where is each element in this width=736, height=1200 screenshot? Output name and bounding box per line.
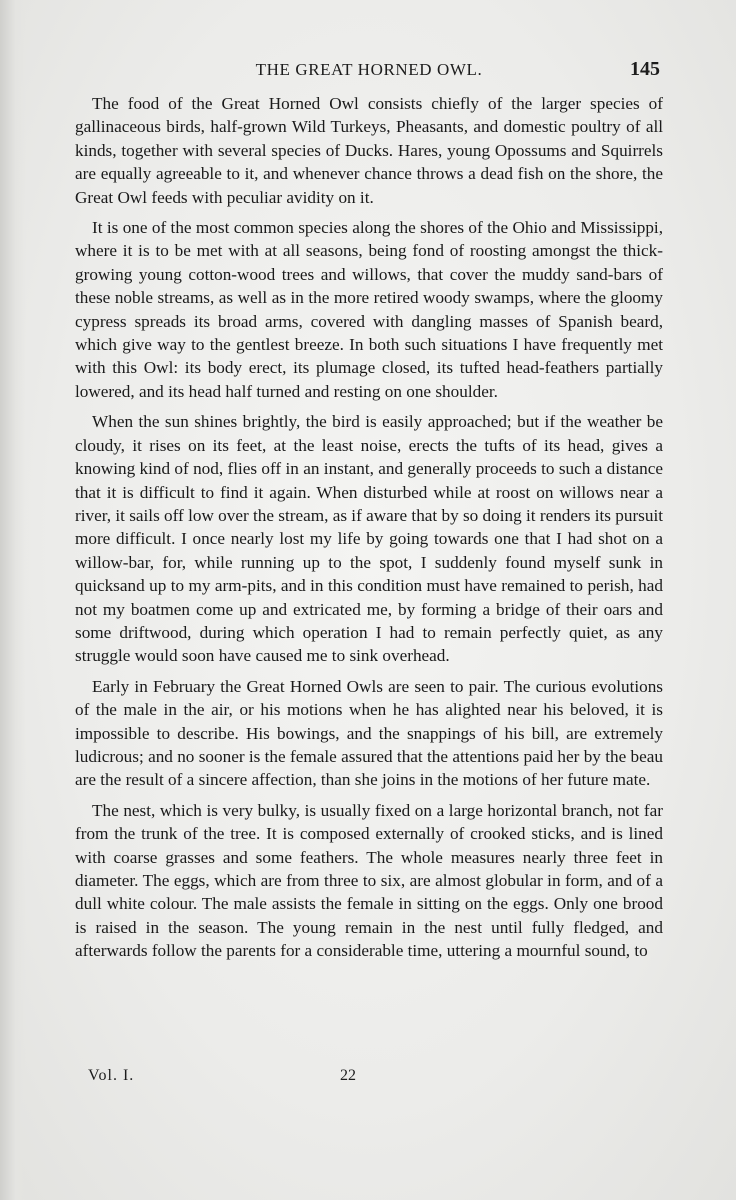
paragraph-nest: The nest, which is very bulky, is usually fixed on a large horizontal branch, not far from the trunk of the tree. It is composed externally of crooked sticks, and is lined with coarse grasses and some feathers. The whole measures nearly three feet in diameter. The eggs, which are from three to six, are almost globular in form, and of a dull white colour. The male assists the female in sitting on the eggs. Only one brood is raised in the season. The young remain in the nest until fully fledged, and afterwards follow the parents for a considerable time, uttering a mournful sound, to [75,800,663,961]
volume-mark: Vol. I. [88,1067,135,1084]
page-number: 145 [630,58,660,80]
binding-gutter [0,0,26,1200]
running-head [78,58,660,84]
running-title: THE GREAT HORNED OWL. [255,60,483,79]
paragraph-habitat: It is one of the most common species along the shores of the Ohio and Mississippi, where it is to be met with at all seasons, being fond of roosting amongst the thick-growing young cotton-wood trees and willows, that cover the muddy sand-bars of these noble streams, as well as in the more retired woody swamps, where the gloomy cypress spreads its broad arms, covered with dangling masses of Spanish beard, which give way to the gentlest breeze. In both such situations I have frequently met with this Owl: its body erect, its plumage closed, its tufted head-feathers partially lowered, and its head half turned and resting on one shoulder. [75,218,663,401]
paragraph-pairing: Early in February the Great Horned Owls are seen to pair. The curious evolutions of the male in the air, or his motions when he has alighted near his beloved, it is impossible to describe. His bowings, and the snappings of his bill, are extremely ludicrous; and no sooner is the female assured that the attentions paid her by the beau are the result of a sincere affection, than she joins in the motions of her future mate. [75,676,663,790]
paragraph-behavior: When the sun shines brightly, the bird is easily approached; but if the weather be cloudy, it rises on its feet, at the least noise, erects the tufts of its head, gives a knowing kind of nod, flies off in an instant, and generally proceeds to such a distance that it is difficult to find it again. When disturbed while at roost on willows near a river, it sails off low over the stream, as if aware that by so doing it renders its pursuit more difficult. I once nearly lost my life by going towards one that I had shot on a willow-bar, for, while running up to the spot, I suddenly found myself sunk in quicksand up to my arm-pits, and in this condition must have remained to perish, had not my boatmen come up and extricated me, by forming a bridge of their oars and some driftwood, during which operation I had to remain perfectly quiet, as any struggle would soon have caused me to sink overhead. [75,412,664,666]
paragraph-food: The food of the Great Horned Owl consists chiefly of the larger species of gallinaceous birds, half-grown Wild Turkeys, Pheasants, and domestic poultry of all kinds, together with several species of Ducks. Hares, young Opossums and Squirrels are equally agreeable to it, and whenever chance throws a dead fish on the shore, the Great Owl feeds with peculiar avidity on it. [75,94,663,207]
body-text [75,92,663,970]
page-footer [88,1067,488,1091]
signature-mark: 22 [340,1067,356,1084]
